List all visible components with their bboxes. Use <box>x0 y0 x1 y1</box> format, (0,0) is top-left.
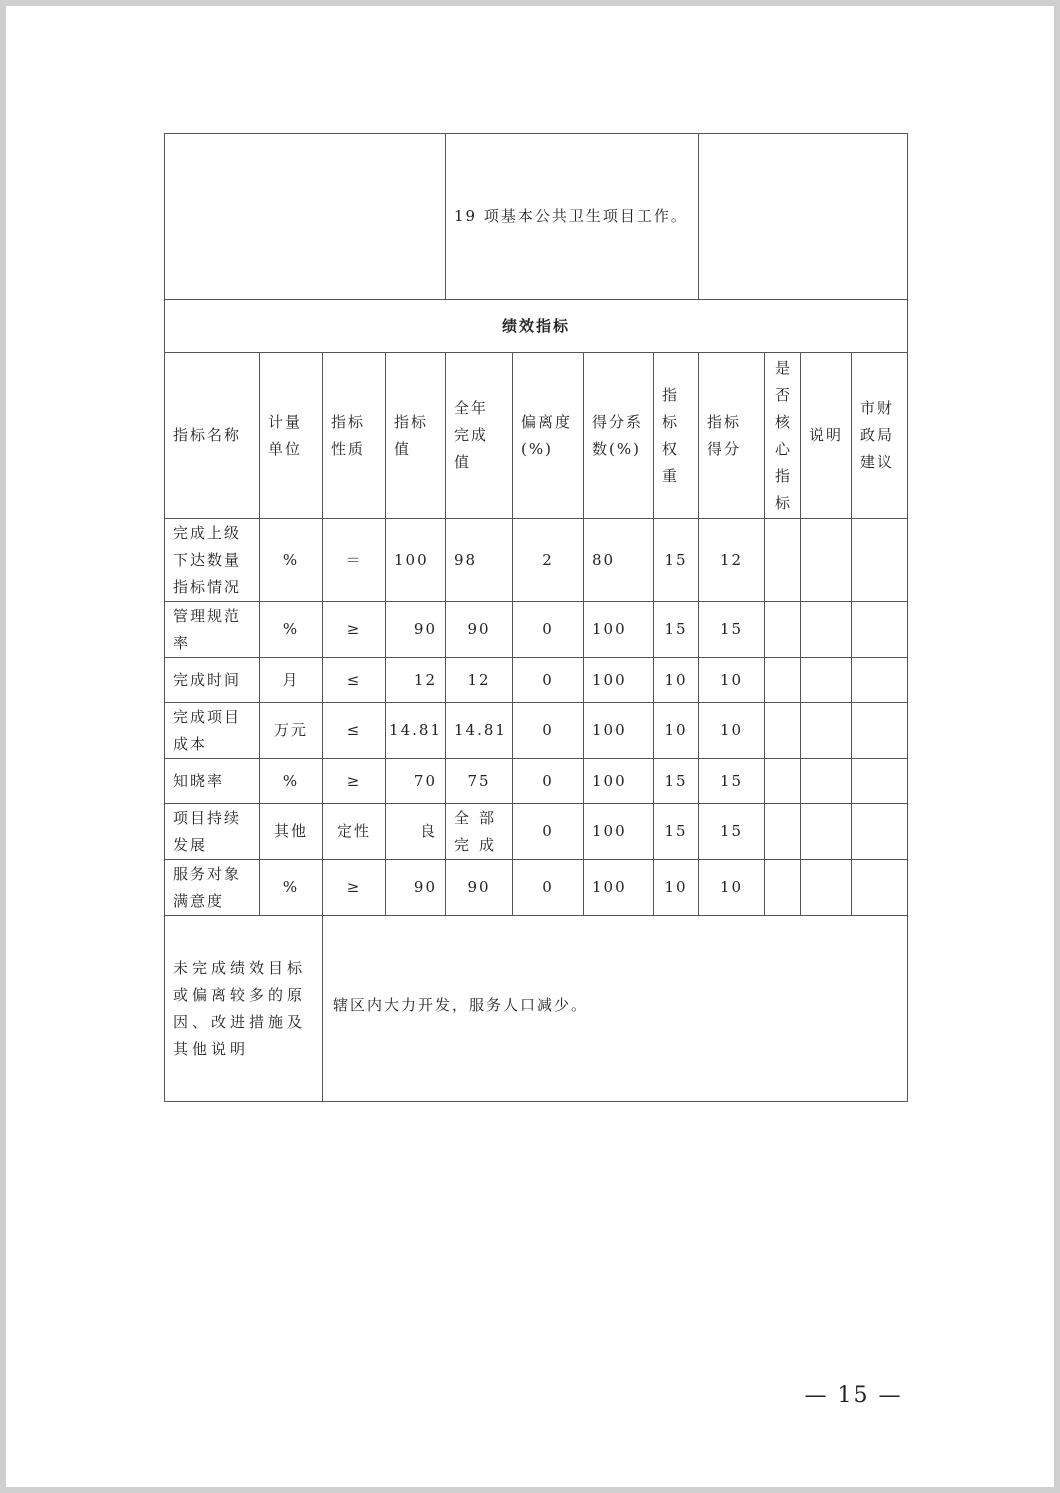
header-deviation: 偏离度(%) <box>513 353 584 519</box>
cell-nature: ≤ <box>323 658 386 703</box>
cell-score: 15 <box>699 759 765 804</box>
cell-actual: 75 <box>446 759 513 804</box>
cell-unit: % <box>260 759 323 804</box>
header-row <box>165 353 908 519</box>
cell-unit: % <box>260 602 323 658</box>
cell-core <box>765 703 801 759</box>
section-title-row <box>165 300 908 353</box>
cell-coef: 100 <box>584 804 654 860</box>
cell-name: 知晓率 <box>165 759 260 804</box>
cell-weight: 15 <box>654 602 699 658</box>
cell-actual: 90 <box>446 602 513 658</box>
top-left-cell <box>165 134 446 300</box>
cell-value: 14.81 <box>386 703 446 759</box>
cell-unit: 月 <box>260 658 323 703</box>
cell-deviation: 0 <box>513 658 584 703</box>
cell-unit: % <box>260 860 323 916</box>
cell-unit: % <box>260 519 323 602</box>
cell-name: 完成上级下达数量指标情况 <box>165 519 260 602</box>
cell-nature: 定性 <box>323 804 386 860</box>
header-value: 指标值 <box>386 353 446 519</box>
cell-actual: 12 <box>446 658 513 703</box>
cell-score: 15 <box>699 602 765 658</box>
header-advice: 市财政局建议 <box>852 353 908 519</box>
cell-name: 服务对象满意度 <box>165 860 260 916</box>
section-title: 绩效指标 <box>165 300 908 353</box>
cell-score: 10 <box>699 860 765 916</box>
table-row <box>165 658 908 703</box>
cell-note <box>801 602 852 658</box>
cell-actual: 14.81 <box>446 703 513 759</box>
cell-nature: ≥ <box>323 602 386 658</box>
cell-score: 10 <box>699 703 765 759</box>
cell-core <box>765 804 801 860</box>
cell-score: 15 <box>699 804 765 860</box>
cell-score: 10 <box>699 658 765 703</box>
cell-value: 70 <box>386 759 446 804</box>
cell-weight: 10 <box>654 703 699 759</box>
cell-advice <box>852 860 908 916</box>
cell-value: 100 <box>386 519 446 602</box>
cell-coef: 80 <box>584 519 654 602</box>
cell-nature: ≥ <box>323 860 386 916</box>
cell-deviation: 0 <box>513 759 584 804</box>
header-actual: 全年完成值 <box>446 353 513 519</box>
cell-weight: 15 <box>654 519 699 602</box>
cell-score: 12 <box>699 519 765 602</box>
cell-value: 90 <box>386 860 446 916</box>
cell-advice <box>852 804 908 860</box>
cell-coef: 100 <box>584 658 654 703</box>
cell-nature: ≤ <box>323 703 386 759</box>
header-unit: 计量单位 <box>260 353 323 519</box>
cell-name: 完成项目成本 <box>165 703 260 759</box>
top-row <box>165 134 908 300</box>
cell-note <box>801 658 852 703</box>
top-text-cell: 19 项基本公共卫生项目工作。 <box>446 134 699 300</box>
cell-value: 良 <box>386 804 446 860</box>
top-right-cell <box>699 134 908 300</box>
cell-value: 90 <box>386 602 446 658</box>
cell-deviation: 2 <box>513 519 584 602</box>
cell-core <box>765 658 801 703</box>
footer-label: 未完成绩效目标或偏离较多的原因、改进措施及其他说明 <box>165 916 323 1102</box>
table-row <box>165 602 908 658</box>
header-coef: 得分系数(%) <box>584 353 654 519</box>
cell-deviation: 0 <box>513 602 584 658</box>
cell-core <box>765 602 801 658</box>
cell-coef: 100 <box>584 860 654 916</box>
table-row <box>165 860 908 916</box>
header-name: 指标名称 <box>165 353 260 519</box>
cell-coef: 100 <box>584 759 654 804</box>
cell-note <box>801 519 852 602</box>
table-row <box>165 519 908 602</box>
cell-coef: 100 <box>584 703 654 759</box>
header-nature: 指标性质 <box>323 353 386 519</box>
cell-actual: 98 <box>446 519 513 602</box>
cell-core <box>765 860 801 916</box>
cell-deviation: 0 <box>513 804 584 860</box>
cell-deviation: 0 <box>513 860 584 916</box>
header-note: 说明 <box>801 353 852 519</box>
cell-advice <box>852 759 908 804</box>
cell-name: 管理规范率 <box>165 602 260 658</box>
cell-advice <box>852 658 908 703</box>
cell-coef: 100 <box>584 602 654 658</box>
cell-value: 12 <box>386 658 446 703</box>
cell-actual: 90 <box>446 860 513 916</box>
cell-core <box>765 759 801 804</box>
cell-name: 项目持续发展 <box>165 804 260 860</box>
cell-weight: 10 <box>654 658 699 703</box>
cell-core <box>765 519 801 602</box>
header-score: 指标得分 <box>699 353 765 519</box>
footer-row <box>165 916 908 1102</box>
cell-note <box>801 860 852 916</box>
cell-weight: 15 <box>654 804 699 860</box>
document-page <box>6 6 1054 1487</box>
cell-note <box>801 703 852 759</box>
performance-table <box>164 133 908 1102</box>
cell-advice <box>852 703 908 759</box>
cell-weight: 15 <box>654 759 699 804</box>
cell-deviation: 0 <box>513 703 584 759</box>
footer-content: 辖区内大力开发，服务人口减少。 <box>323 916 908 1102</box>
table-row <box>165 804 908 860</box>
cell-weight: 10 <box>654 860 699 916</box>
cell-note <box>801 759 852 804</box>
cell-advice <box>852 519 908 602</box>
cell-nature: ≥ <box>323 759 386 804</box>
header-core: 是否核心指标 <box>765 353 801 519</box>
cell-name: 完成时间 <box>165 658 260 703</box>
cell-actual: 全部完成 <box>446 804 513 860</box>
cell-unit: 万元 <box>260 703 323 759</box>
cell-nature: ＝ <box>323 519 386 602</box>
table-row <box>165 703 908 759</box>
cell-advice <box>852 602 908 658</box>
header-weight: 指标权重 <box>654 353 699 519</box>
cell-unit: 其他 <box>260 804 323 860</box>
cell-note <box>801 804 852 860</box>
table-row <box>165 759 908 804</box>
page-number: — 15 — <box>804 1383 903 1408</box>
